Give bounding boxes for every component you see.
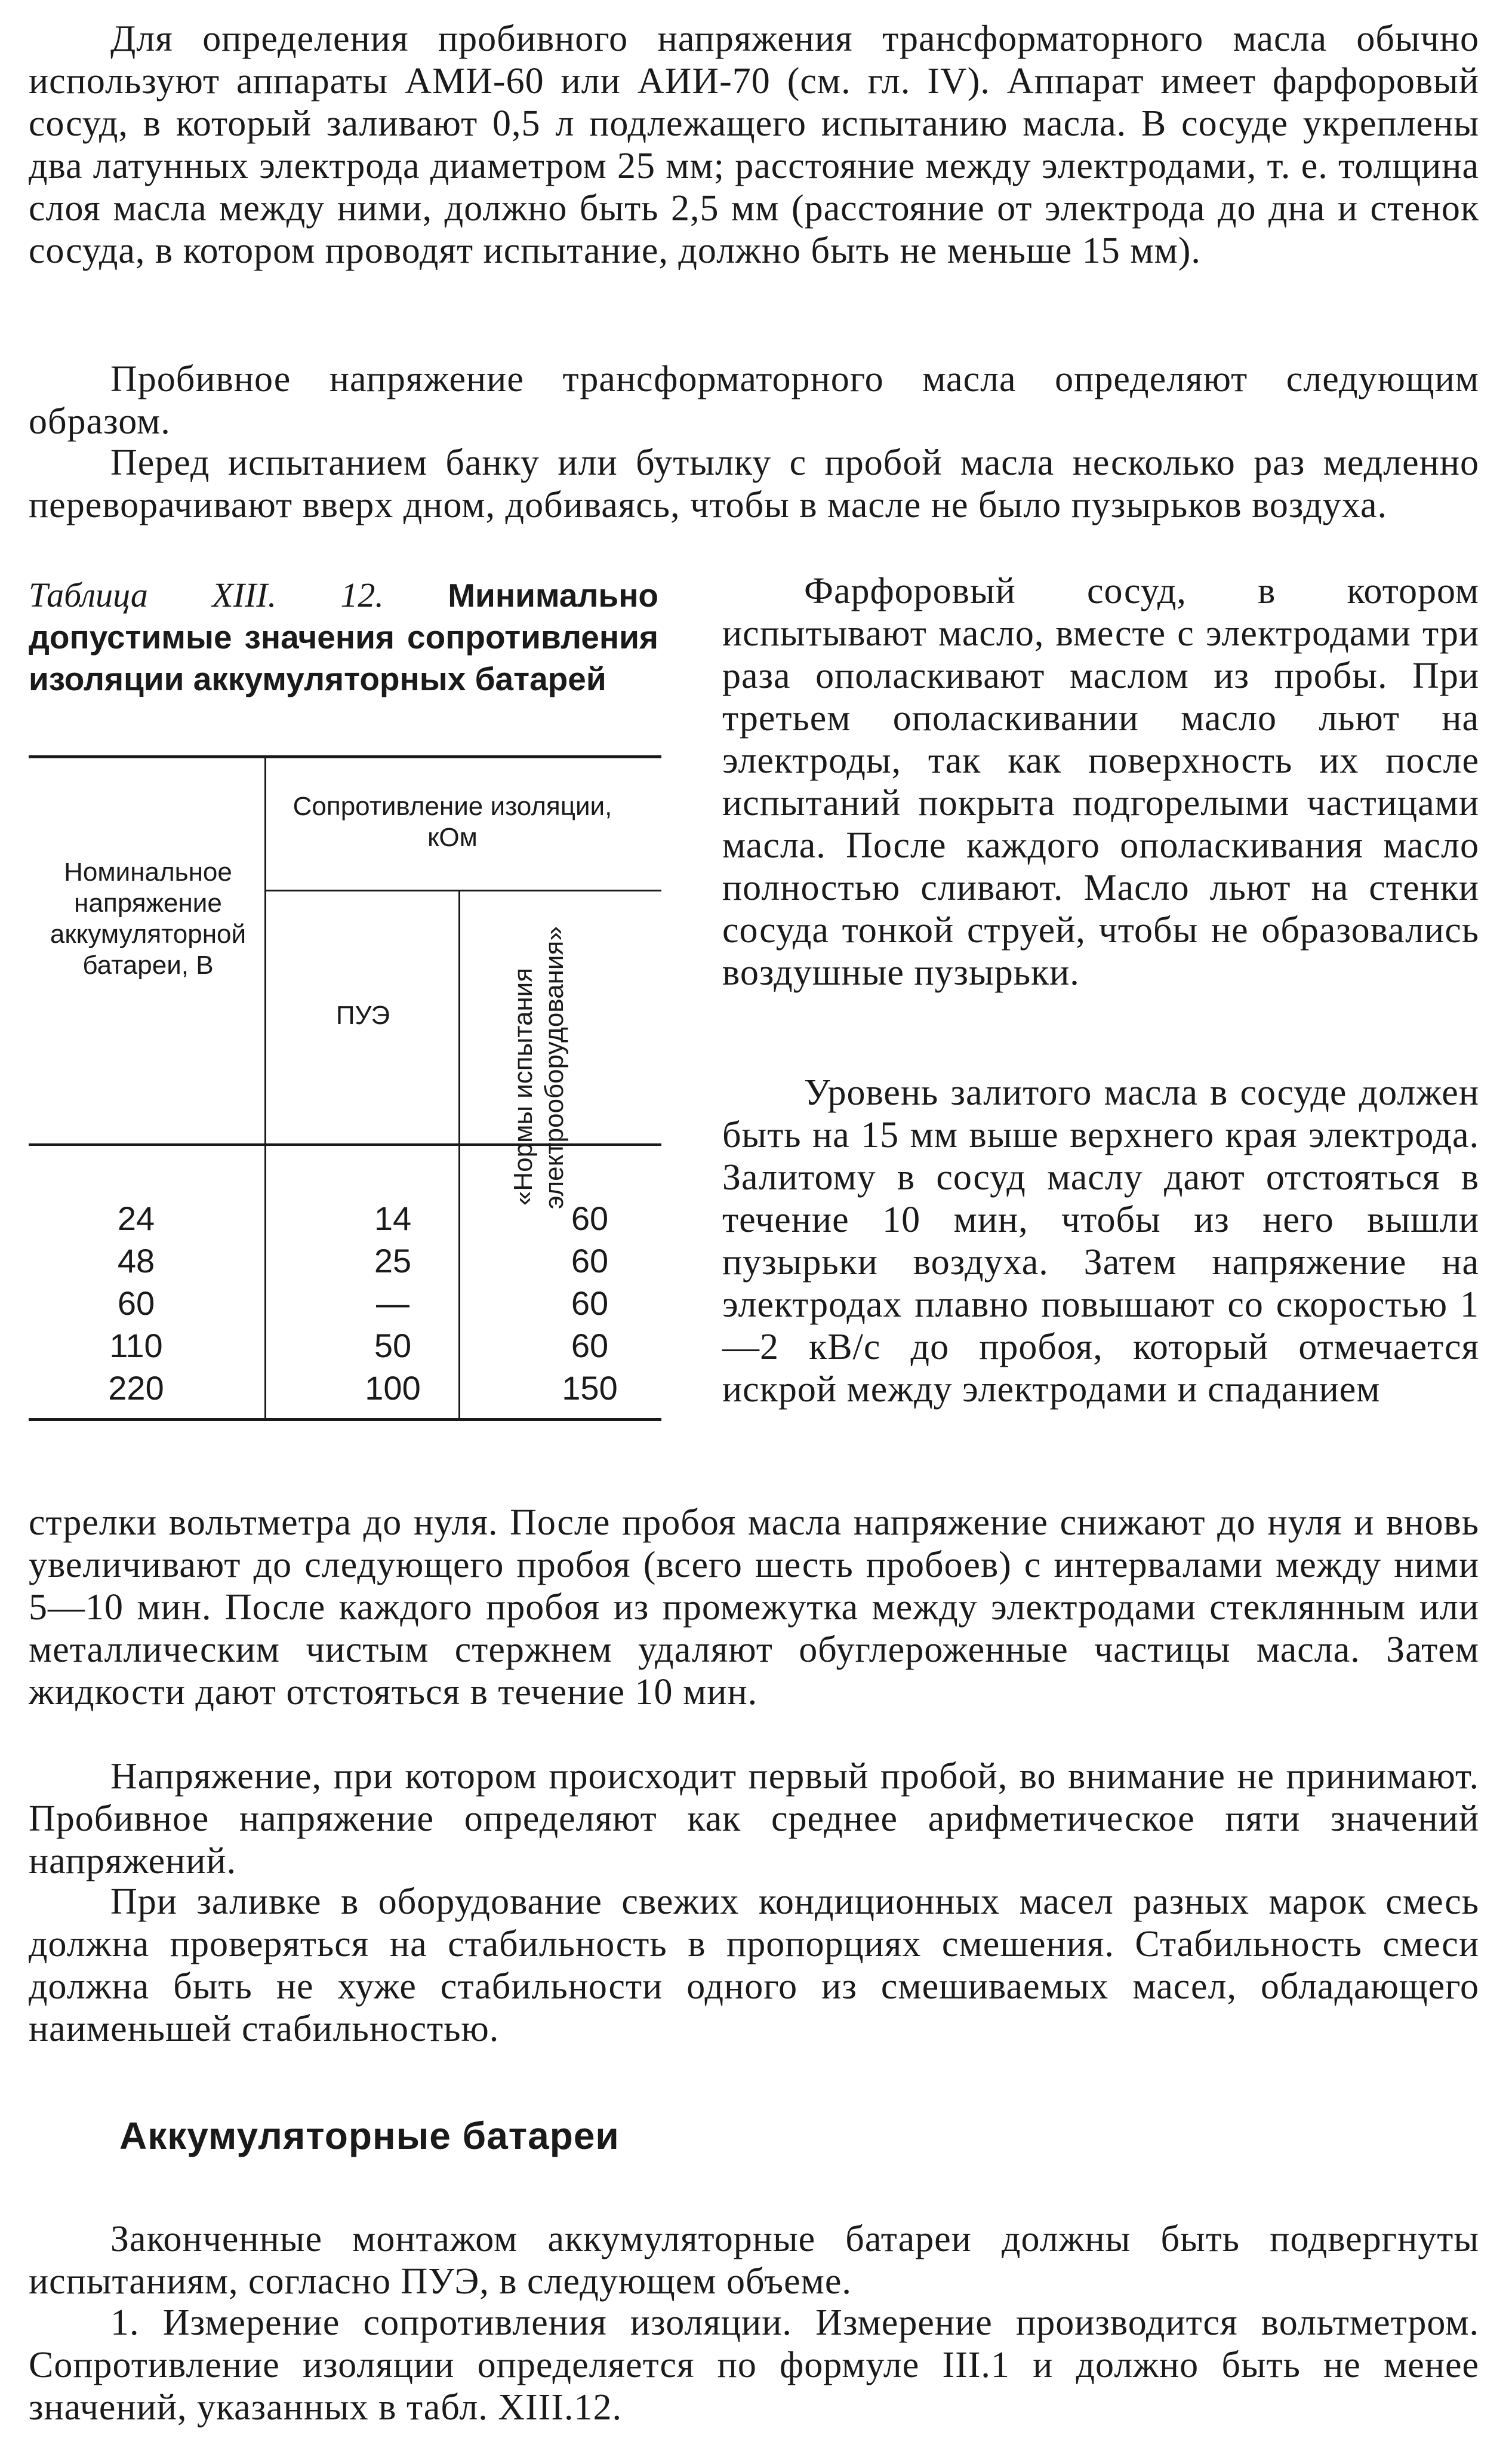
table-cell-test-norms: 60 [571,1200,609,1237]
table-caption-label: Таблица XIII. 12. [29,576,384,614]
table-cell-test-norms: 150 [562,1369,618,1407]
table-caption [29,574,658,700]
table-cell-pue: 100 [365,1369,421,1407]
table-cell-test-norms: 60 [571,1284,609,1322]
table-caption-title: Минимально допустимые значения сопротивления изоляции аккумуляторных батарей [29,577,659,697]
paragraph-sample-preparation: Перед испытанием банку или бутылку с пробой масла несколько раз медленно переворачивают вверх дном, добиваясь, чтобы в масле не было пузырьков воздуха. [29,442,1479,525]
paragraph-oil-level-and-voltage: Уровень залитого масла в сосуде должен быть на 15 мм выше верхнего края электрода. Залитому в сосуд маслу дают отстояться в течение 10 мин, чтобы из него вышли пузырьки воздуха. Затем напряжение на электродах плавно повышают со скоростью 1—2 кВ/с до пробоя, который отмечается искрой между электродами и спаданием [722,1072,1479,1410]
table-cell-pue: 25 [374,1242,412,1280]
table-header-nominal-voltage: Номинальное напряжение аккумуляторной батареи, В [50,857,247,980]
table-cell-pue: 50 [374,1327,412,1364]
insulation-resistance-table [29,755,661,1448]
table-cell-voltage: 110 [109,1327,163,1364]
paragraph-insulation-measurement: 1. Измерение сопротивления изоляции. Измерение производится вольтметром. Сопротивление изоляции определяется по формуле III.1 и должно быть не менее значений, указанных в табл. XIII.12. [29,2302,1479,2428]
paragraph-battery-testing-scope: Законченные монтажом аккумуляторные батареи должны быть подвергнуты испытаниям, согласно ПУЭ, в следующем объеме. [29,2219,1479,2302]
table-cell-voltage: 24 [117,1200,155,1237]
paragraph-average-voltage: Напряжение, при котором происходит первый пробой, во внимание не принимают. Пробивное напряжение определяют как среднее арифметическое пяти значений напряжений. [29,1756,1479,1881]
table-header-pue: ПУЭ [335,1001,390,1030]
table-cell-pue: — [376,1284,409,1322]
paragraph-repeated-breakdowns: стрелки вольтметра до нуля. После пробоя масла напряжение снижают до нуля и вновь увеличивают до следующего пробоя (всего шесть пробоев) с интервалами между ними 5—10 мин. После каждого пробоя из промежутка между электродами стеклянным или металлическим чистым стержнем удаляют обуглероженные частицы масла. Затем жидкости дают отстояться в течение 10 мин. [29,1502,1479,1712]
table-cell-pue: 14 [374,1200,412,1237]
table-cell-voltage: 60 [117,1284,155,1322]
table-cell-test-norms: 60 [571,1327,609,1364]
table-group-rule [264,890,661,891]
table-column-divider-1 [264,755,266,1420]
table-top-rule [29,755,661,758]
table-bottom-rule [29,1418,661,1421]
section-heading: Аккумуляторные батареи [119,2114,620,2157]
table-cell-voltage: 48 [117,1242,155,1280]
table-header-test-norms: «Нормы испытания электрооборудования» [509,926,569,1209]
paragraph-breakdown-voltage-apparatus: Для определения пробивного напряжения трансформаторного масла обычно используют аппараты АМИ-60 или АИИ-70 (см. гл. IV). Аппарат имеет фарфоровый сосуд, в который заливают 0,5 л подлежащего испытанию масла. В сосуде укреплены два латунных электрода диаметром 25 мм; расстояние между электродами, т. е. толщина слоя масла между ними, должно быть 2,5 мм (расстояние от электрода до дна и стенок сосуда, в котором проводят испытание, должно быть не меньше 15 мм). [29,19,1479,271]
paragraph-oil-mixture-stability: При заливке в оборудование свежих кондиционных масел разных марок смесь должна проверяться на стабильность в пропорциях смешения. Стабильность смеси должна быть не хуже стабильности одного из смешиваемых масел, обладающего наименьшей стабильностью. [29,1881,1479,2049]
table-cell-voltage: 220 [108,1369,164,1407]
table-cell-test-norms: 60 [571,1242,609,1280]
paragraph-rinsing-vessel: Фарфоровый сосуд, в котором испытывают масло, вместе с электродами три раза ополаскивают маслом из пробы. При третьем ополаскивании масло льют на электроды, так как поверхность их после испытаний покрыта подгорелыми частицами масла. После каждого ополаскивания масло полностью сливают. Масло льют на стенки сосуда тонкой струей, чтобы не образовались воздушные пузырьки. [722,571,1479,993]
paragraph-procedure-intro: Пробивное напряжение трансформаторного масла определяют следующим образом. [29,359,1479,442]
table-header-resistance-group: Сопротивление изоляции, кОм [292,792,612,852]
